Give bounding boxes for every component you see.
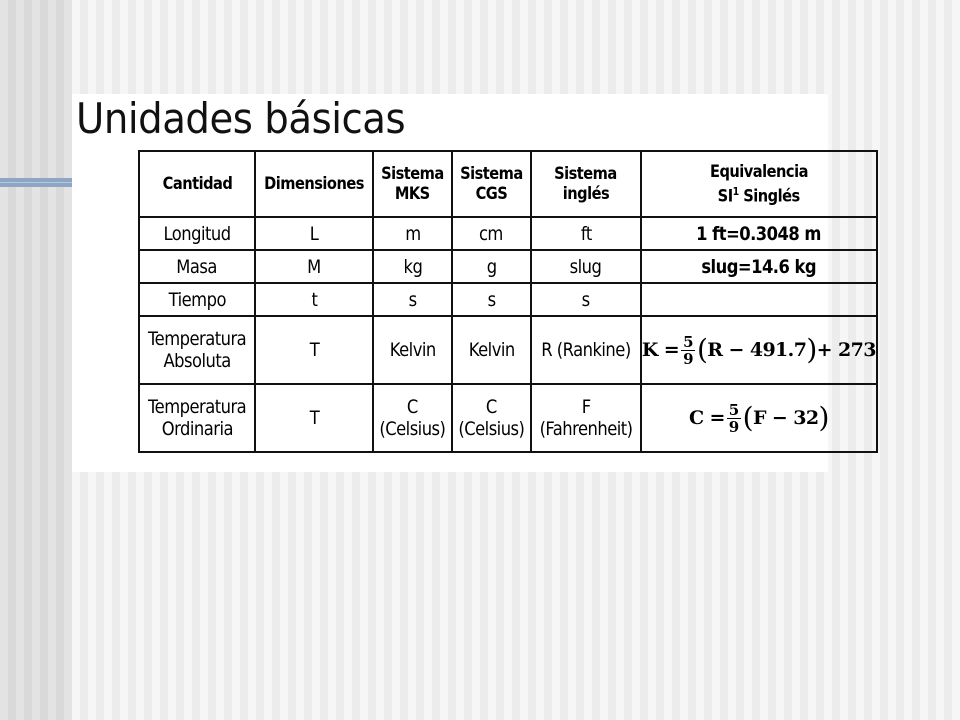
header-sistema-mks: Sistema MKS bbox=[373, 151, 452, 217]
slide-content bbox=[72, 94, 876, 472]
cell-dimension: M bbox=[255, 250, 373, 283]
cell-mks: kg bbox=[373, 250, 452, 283]
cell-ingles: F (Fahrenheit) bbox=[531, 384, 641, 452]
cell-cantidad: Temperatura Ordinaria bbox=[139, 384, 255, 452]
cell-dimension: L bbox=[255, 217, 373, 250]
cell-cantidad: Masa bbox=[139, 250, 255, 283]
cell-mks: C (Celsius) bbox=[373, 384, 452, 452]
cell-mks: s bbox=[373, 283, 452, 316]
table-row bbox=[139, 217, 877, 250]
header-dimensiones: Dimensiones bbox=[255, 151, 373, 217]
table-header-row bbox=[139, 151, 877, 217]
celsius-formula: C = $\frac{5}{9}$ ( F − 32 ) bbox=[688, 400, 829, 436]
cell-cantidad: Temperatura Absoluta bbox=[139, 316, 255, 384]
header-equivalencia: Equivalencia $SI^1$ Singlés bbox=[641, 151, 877, 217]
cell-cgs: C (Celsius) bbox=[452, 384, 531, 452]
table-row bbox=[139, 283, 877, 316]
cell-ingles: s bbox=[531, 283, 641, 316]
table-row bbox=[139, 384, 877, 452]
cell-dimension: T bbox=[255, 384, 373, 452]
header-sistema-cgs: Sistema CGS bbox=[452, 151, 531, 217]
cell-cgs: s bbox=[452, 283, 531, 316]
cell-cantidad: Tiempo bbox=[139, 283, 255, 316]
cell-equivalencia: slug=14.6 kg bbox=[641, 250, 877, 283]
table-row bbox=[139, 316, 877, 384]
cell-equivalencia-formula bbox=[641, 316, 877, 384]
cell-ingles: slug bbox=[531, 250, 641, 283]
cell-cgs: cm bbox=[452, 217, 531, 250]
header-sistema-ingles: Sistema inglés bbox=[531, 151, 641, 217]
accent-line bbox=[0, 178, 72, 187]
cell-cgs: Kelvin bbox=[452, 316, 531, 384]
slide-title: Unidades básicas bbox=[76, 94, 406, 143]
table-row bbox=[139, 250, 877, 283]
cell-equivalencia: 1 ft=0.3048 m bbox=[641, 217, 877, 250]
units-table-wrapper bbox=[138, 150, 878, 453]
cell-ingles: ft bbox=[531, 217, 641, 250]
cell-ingles: R (Rankine) bbox=[531, 316, 641, 384]
cell-equivalencia bbox=[641, 283, 877, 316]
cell-dimension: T bbox=[255, 316, 373, 384]
cell-mks: m bbox=[373, 217, 452, 250]
cell-dimension: t bbox=[255, 283, 373, 316]
cell-mks: Kelvin bbox=[373, 316, 452, 384]
left-decorative-bar bbox=[0, 0, 72, 720]
cell-cgs: g bbox=[452, 250, 531, 283]
header-cantidad: Cantidad bbox=[139, 151, 255, 217]
units-table bbox=[138, 150, 878, 453]
kelvin-formula: K = $\frac{5}{9}$ ( R − 491.7 ) + 273 bbox=[641, 332, 876, 368]
cell-cantidad: Longitud bbox=[139, 217, 255, 250]
cell-equivalencia-formula bbox=[641, 384, 877, 452]
